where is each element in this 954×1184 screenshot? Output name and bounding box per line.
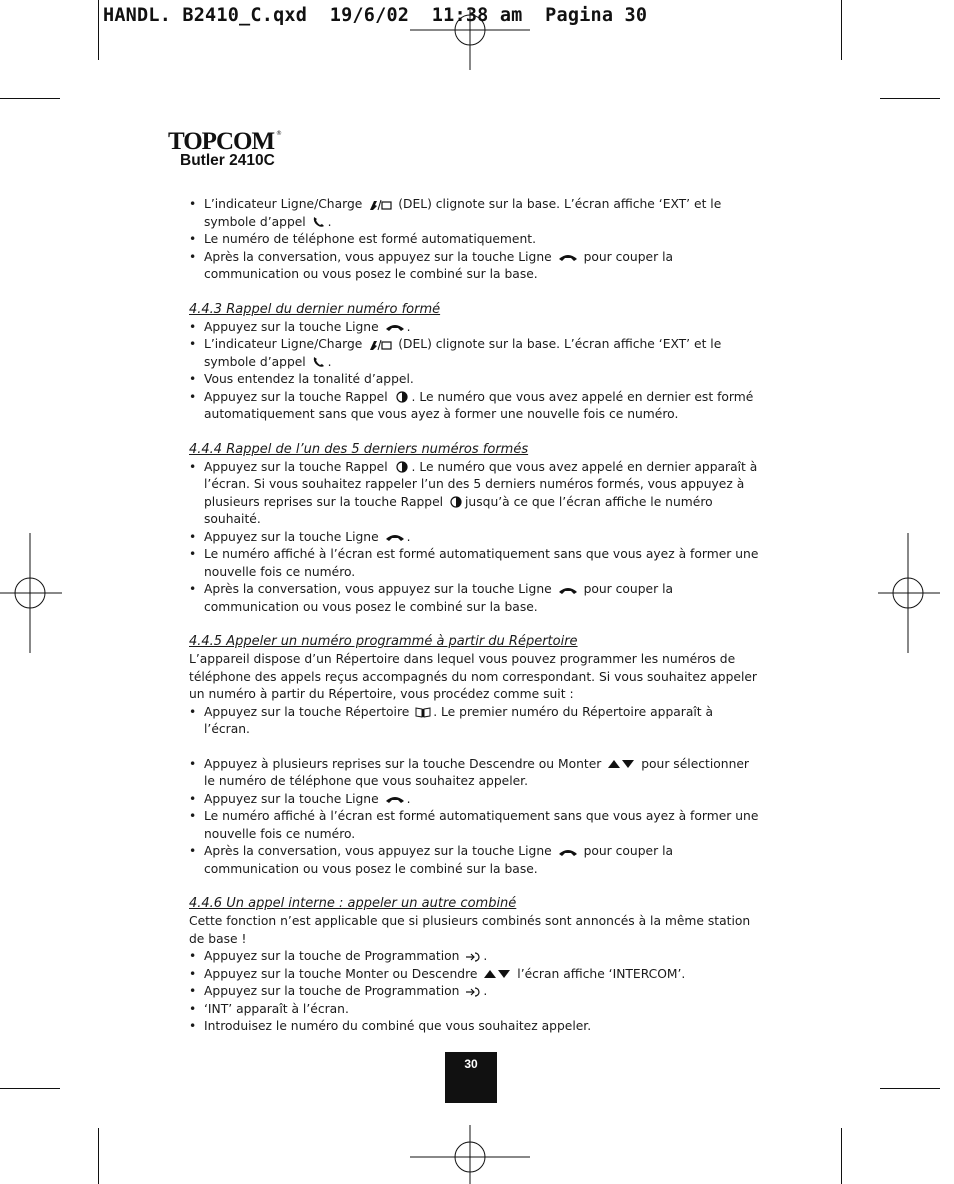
section-list [189, 319, 759, 424]
registration-mark-right [878, 533, 940, 653]
list-item: • Appuyez sur la touche Ligne . [189, 791, 759, 809]
list-item: • Appuyez sur la touche Ligne . [189, 529, 759, 547]
list-item: • Appuyez à plusieurs reprises sur la touche Descendre ou Monter pour sélectionner le numéro de téléphone que vous souhaitez appeler. [189, 756, 759, 791]
up-down-arrows-icon [483, 969, 511, 979]
crop-mark [880, 1088, 940, 1089]
line-key-icon [558, 847, 578, 857]
line-key-icon [385, 532, 405, 542]
intro-list [189, 196, 759, 284]
list-item: • Appuyez sur la touche Répertoire . Le premier numéro du Répertoire apparaît à l’écran. [189, 704, 759, 739]
line-key-icon [558, 585, 578, 595]
section-intro: L’appareil dispose d’un Répertoire dans lequel vous pouvez programmer les numéros de téléphone des appels reçus accompagnés du nom correspondant. Si vous souhaitez appeler un numéro à partir du Répertoire, vous procédez comme suit : [189, 652, 757, 701]
list-item: • Introduisez le numéro du combiné que vous souhaitez appeler. [189, 1018, 759, 1036]
line-key-icon [385, 322, 405, 332]
topcom-logo [168, 126, 288, 154]
list-item: • Après la conversation, vous appuyez sur la touche Ligne pour couper la communication ou vous posez le combiné sur la base. [189, 581, 759, 616]
section-heading-4-4-5: 4.4.5 Appeler un numéro programmé à partir du Répertoire [189, 634, 578, 649]
crop-mark [880, 98, 940, 99]
section-list [189, 459, 759, 617]
handset-icon [312, 216, 326, 228]
program-key-icon [465, 986, 481, 998]
handset-icon [312, 356, 326, 368]
section-list [189, 948, 759, 1036]
crop-mark [0, 98, 60, 99]
list-item: • Appuyez sur la touche de Programmation . [189, 948, 759, 966]
list-item: • L’indicateur Ligne/Charge (DEL) clignote sur la base. L’écran affiche ‘EXT’ et le symbole d’appel . [189, 196, 759, 231]
registration-mark-top [410, 10, 530, 70]
logo-text: TOPCOM [168, 128, 275, 154]
section-list [189, 756, 759, 879]
model-name: Butler 2410C [180, 152, 275, 169]
crop-mark [0, 1088, 60, 1089]
list-item: • Appuyez sur la touche Monter ou Descendre l’écran affiche ‘INTERCOM’. [189, 966, 759, 984]
print-slug: HANDL. B2410_C.qxd 19/6/02 11:38 am Pagina 30 [103, 5, 648, 26]
section-heading-4-4-3: 4.4.3 Rappel du dernier numéro formé [189, 301, 441, 317]
phonebook-icon [415, 706, 431, 718]
list-item: • Appuyez sur la touche Ligne . [189, 319, 759, 337]
program-key-icon [465, 951, 481, 963]
crop-mark [98, 1128, 99, 1184]
list-item: • Après la conversation, vous appuyez sur la touche Ligne pour couper la communication ou vous posez le combiné sur la base. [189, 843, 759, 878]
section-list [189, 704, 759, 739]
list-item: • Vous entendez la tonalité d’appel. [189, 371, 759, 389]
redial-icon [394, 461, 410, 473]
list-item: • ‘INT’ apparaît à l’écran. [189, 1001, 759, 1019]
line-charge-icon [368, 339, 392, 351]
list-item: • Le numéro affiché à l’écran est formé automatiquement sans que vous ayez à former une nouvelle fois ce numéro. [189, 808, 759, 843]
line-key-icon [558, 252, 578, 262]
list-item: • Appuyez sur la touche Rappel . Le numéro que vous avez appelé en dernier apparaît à l’écran. Si vous souhaitez rappeler l’un des 5 derniers numéros formés, vous appuyez à plusieurs reprises sur la touche Rappel jusqu’à ce que l’écran affiche le numéro souhaité. [189, 459, 759, 529]
list-item: • Après la conversation, vous appuyez sur la touche Ligne pour couper la communication ou vous posez le combiné sur la base. [189, 249, 759, 284]
crop-mark [841, 1128, 842, 1184]
list-item: • L’indicateur Ligne/Charge (DEL) clignote sur la base. L’écran affiche ‘EXT’ et le symbole d’appel . [189, 336, 759, 371]
list-item: • Le numéro affiché à l’écran est formé automatiquement sans que vous ayez à former une nouvelle fois ce numéro. [189, 546, 759, 581]
manual-body [189, 196, 759, 1036]
registration-mark-bottom [410, 1125, 530, 1184]
crop-mark [841, 0, 842, 60]
registration-mark-left [0, 533, 62, 653]
section-heading-4-4-4: 4.4.4 Rappel de l’un des 5 derniers numéros formés [189, 441, 529, 457]
page-number: 30 [445, 1052, 497, 1103]
list-item: • Appuyez sur la touche Rappel . Le numéro que vous avez appelé en dernier est formé automatiquement sans que vous ayez à former une nouvelle fois ce numéro. [189, 389, 759, 424]
line-key-icon [385, 794, 405, 804]
section-intro: Cette fonction n’est applicable que si plusieurs combinés sont annoncés à la même station de base ! [189, 914, 751, 946]
redial-icon [394, 391, 410, 403]
redial-icon [449, 496, 463, 508]
svg-text:®: ® [276, 130, 282, 137]
list-item: • Appuyez sur la touche de Programmation . [189, 983, 759, 1001]
section-heading-4-4-6: 4.4.6 Un appel interne : appeler un autre combiné [189, 896, 517, 911]
line-charge-icon [368, 199, 392, 211]
crop-mark [98, 0, 99, 60]
up-down-arrows-icon [607, 759, 635, 769]
list-item: • Le numéro de téléphone est formé automatiquement. [189, 231, 759, 249]
